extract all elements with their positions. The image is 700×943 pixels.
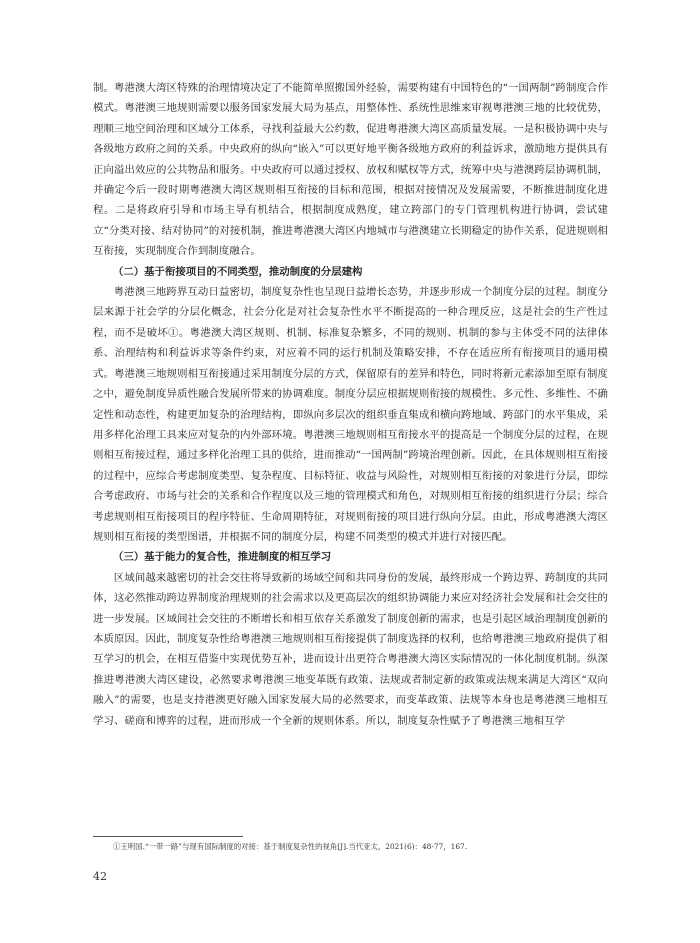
paragraph: 粤港澳三地跨界互动日益密切，制度复杂性也呈现日益增长态势，并逐步形成一个制度分层的过程。制度分层来源于社会学的分层化概念，社会分化是对社会复杂性水平不断提高的一种合理反应，这是社会的生产性过程，而不是破坏①。粤港澳大湾区规则、机制、标准复杂繁多，不同的规则、机制的参与主体受不同的法律体系、治理结构和利益诉求等条件约束，对应着不同的运行机制及策略安排，不存在适应所有衔接项目的通用模式。粤港澳三地规则相互衔接通过采用制度分层的方式，保留原有的差异和特色，同时将新元素添加至原有制度之中，避免制度异质性融合发展所带来的协调难度。制度分层应根据规则衔接的规模性、多元性、多维性、不确定性和动态性，构建更加复杂的治理结构，即纵向多层次的组织垂直集成和横向跨地域、跨部门的水平集成，采用多样化治理工具来应对复杂的内外部环境。粤港澳三地规则相互衔接水平的提高是一个制度分层的过程，在规则相互衔接过程，通过多样化治理工具的供给，进而推动“一国两制”跨境治理创新。因此，在具体规则相互衔接的过程中，应综合考虑制度类型、复杂程度、目标特征、收益与风险性，对规则相互衔接的对象进行分层，即综合考虑政府、市场与社会的关系和合作程度以及三地的管理模式和角色，对规则相互衔接的组织进行分层；综合考虑规则相互衔接项目的程序特征、生命周期特征，对规则衔接的项目进行纵向分层。由此，形成粤港澳大湾区规则相互衔接的类型图谱，并根据不同的制度分层，构建不同类型的模式并进行对接匹配。 (93, 286, 608, 543)
page-number: 42 (93, 870, 107, 883)
footnote-divider (93, 836, 243, 837)
paragraph: 制。粤港澳大湾区特殊的治理情境决定了不能简单照搬国外经验，需要构建有中国特色的“一国两制”跨制度合作模式。粤港澳三地规则需要以服务国家发展大局为基点，用整体性、系统性思维来审视粤港澳三地的比较优势，理顺三地空间治理和区域分工体系，寻找利益最大公约数，促进粤港澳大湾区高质量发展。一是积极协调中央与各级地方政府之间的关系。中央政府的纵向“嵌入”可以更好地平衡各级地方政府的利益诉求，激励地方提供具有正向溢出效应的公共物品和服务。中央政府可以通过授权、放权和赋权等方式，统筹中央与港澳跨层协调机制，并确定今后一段时期粤港澳大湾区规则相互衔接的目标和范围，根据对接情况及发展需要，不断推进制度化进程。二是将政府引导和市场主导有机结合，根据制度成熟度，建立跨部门的专门管理机构进行协调，尝试建立“分类对接、结对协同”的对接机制，推进粤港澳大湾区内地城市与港澳建立长期稳定的协作关系，促进规则相互衔接，实现制度合作到制度融合。 (93, 82, 608, 258)
section-heading: （二）基于衔接项目的不同类型，推动制度的分层建构 (113, 265, 363, 278)
section-heading: （三）基于能力的复合性，推进制度的相互学习 (113, 551, 332, 564)
footnote: ①王明国.“一带一路”与现有国际制度的对接：基于制度复杂性的视角[J].当代亚太，2021(6)：48-77，167. (113, 842, 468, 851)
body-text (93, 78, 608, 731)
paragraph: 区域间越来越密切的社会交往将导致新的场域空间和共同身份的发展，最终形成一个跨边界、跨制度的共同体，这必然推动跨边界制度治理规则的社会需求以及更高层次的组织协调能力来应对经济社会发展和社会交往的进一步发展。区域间社会交往的不断增长和相互依存关系激发了制度创新的需求，也是引起区域治理制度创新的本质原因。因此，制度复杂性给粤港澳三地规则相互衔接提供了制度选择的权利，也给粤港澳三地政府提供了相互学习的机会，在相互借鉴中实现优势互补，进而设计出更符合粤港澳大湾区实际情况的一体化制度机制。纵深推进粤港澳大湾区建设，必然要求粤港澳三地变革既有政策、法规或者制定新的政策或法规来满足大湾区“双向融入”的需要，也是支持港澳更好融入国家发展大局的必然要求，而变革政策、法规等本身也是粤港澳三地相互学习、磋商和博弈的过程，进而形成一个全新的规则体系。所以，制度复杂性赋予了粤港澳三地相互学 (93, 571, 608, 727)
